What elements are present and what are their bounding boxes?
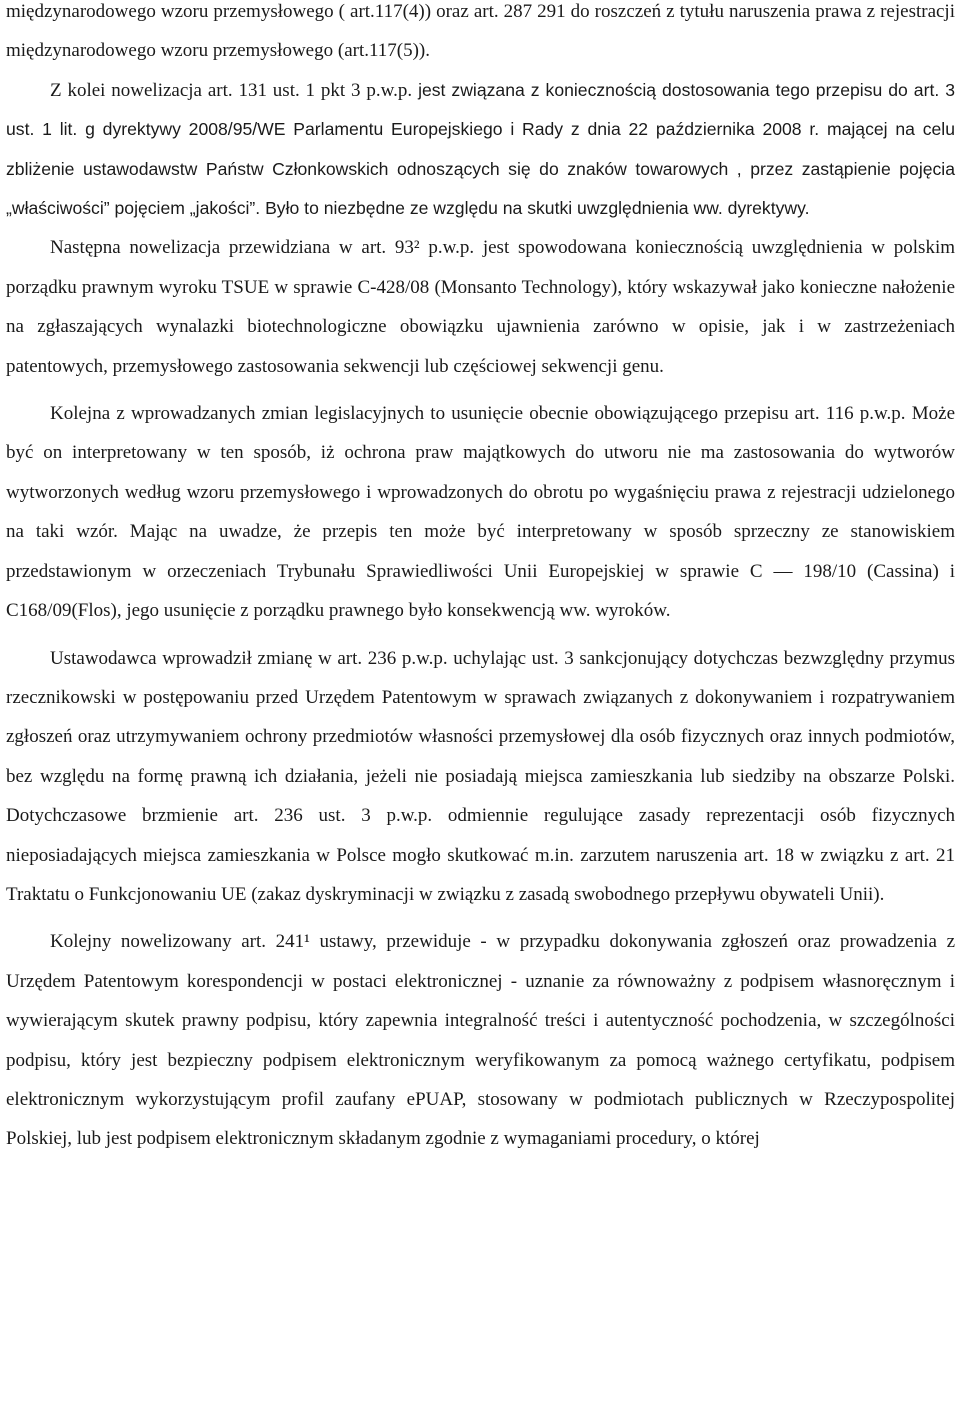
paragraph-2-lead: Z kolei nowelizacja art. 131 ust. 1 pkt 3 p.w.p. <box>50 79 413 101</box>
paragraph-4: Kolejna z wprowadzanych zmian legislacyjnych to usunięcie obecnie obowiązującego przepisu art. 116 p.w.p. Może być on interpretowany w ten sposób, iż ochrona praw majątkowych do utworu nie ma zastosowania do wytworów wytworzonych według wzoru przemysłowego i wprowadzonych do obrotu po wygaśnięciu prawa z rejestracji udzielonego na taki wzór. Mając na uwadze, że przepis ten może być interpretowany w sposób sprzeczny ze stanowiskiem przedstawionym w orzeczeniach Trybunału Sprawiedliwości Unii Europejskiej w sprawie C — 198/10 (Cassina) i C168/09(Flos), jego usunięcie z porządku prawnego było konsekwencją ww. wyroków. <box>6 403 955 622</box>
document-page <box>6 0 955 1159</box>
paragraph-6: Kolejny nowelizowany art. 241¹ ustawy, przewiduje - w przypadku dokonywania zgłoszeń oraz prowadzenia z Urzędem Patentowym korespondencji w postaci elektronicznej - uznanie za równoważny z podpisem własnoręcznym i wywierającym skutek prawny podpisu, który zapewnia integralność treści i autentyczność pochodzenia, w szczególności podpisu, który jest bezpieczny podpisem elektronicznym weryfikowanym za pomocą ważnego certyfikatu, podpisem elektronicznym wykorzystującym profil zaufany ePUAP, stosowany w podmiotach publicznych w Rzeczypospolitej Polskiej, lub jest podpisem elektronicznym składanym zgodnie z wymaganiami procedury, o której <box>6 931 955 1150</box>
paragraph-5: Ustawodawca wprowadził zmianę w art. 236 p.w.p. uchylając ust. 3 sankcjonujący dotychczas bezwzględny przymus rzecznikowski w postępowaniu przed Urzędem Patentowym w sprawach związanych z dokonywaniem i rozpatrywaniem zgłoszeń oraz utrzymywaniem ochrony przedmiotów własności przemysłowej dla osób fizycznych oraz innych podmiotów, bez względu na formę prawną ich działania, jeżeli nie posiadają miejsca zamieszkania lub siedziby na obszarze Polski. Dotychczasowe brzmienie art. 236 ust. 3 p.w.p. odmiennie regulujące zasady reprezentacji osób fizycznych nieposiadających miejsca zamieszkania w Polsce mogło skutkować m.in. zarzutem naruszenia art. 18 w związku z art. 21 Traktatu o Funkcjonowaniu UE (zakaz dyskryminacji w związku z zasadą swobodnego przepływu obywateli Unii). <box>6 647 955 905</box>
paragraph-1: międzynarodowego wzoru przemysłowego ( art.117(4)) oraz art. 287 291 do roszczeń z tytułu naruszenia prawa z rejestracji międzynarodowego wzoru przemysłowego (art.117(5)). <box>6 1 955 62</box>
paragraph-2-body: jest związana z koniecznością dostosowania tego przepisu do art. 3 ust. 1 lit. g dyrektywy 2008/95/WE Parlamentu Europejskiego i Rady z dnia 22 października 2008 r. mającej na celu zbliżenie ustawodawstw Państw Członkowskich odnoszących się do znaków towarowych , przez zastąpienie pojęcia „właściwości” pojęciem „jakości”. Było to niezbędne ze względu na skutki uwzględnienia ww. dyrektywy. <box>6 79 955 219</box>
paragraph-3: Następna nowelizacja przewidziana w art. 93² p.w.p. jest spowodowana koniecznością uwzględnienia w polskim porządku prawnym wyroku TSUE w sprawie C-428/08 (Monsanto Technology), który wskazywał jako konieczne nałożenie na zgłaszających wynalazki biotechnologiczne obowiązku ujawnienia zarówno w opisie, jak i w zastrzeżeniach patentowych, przemysłowego zastosowania sekwencji lub częściowej sekwencji genu. <box>6 237 955 377</box>
paragraph-2 <box>6 71 955 229</box>
